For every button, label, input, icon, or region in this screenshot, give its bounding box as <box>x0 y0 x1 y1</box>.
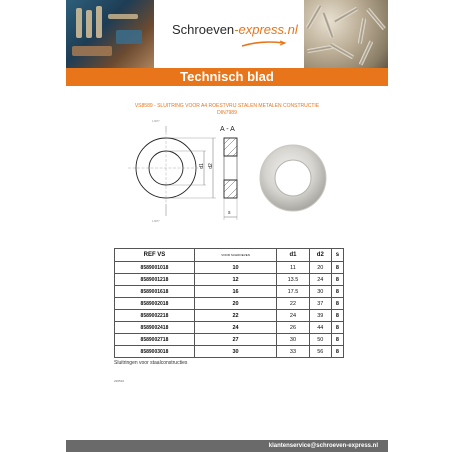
table-row <box>115 262 344 274</box>
section-label: A - A <box>220 126 235 133</box>
d1-cell: 22 <box>277 298 310 310</box>
norm-code: DIN7989 <box>217 110 237 116</box>
table-row <box>115 286 344 298</box>
ref-cell: 8589001018 <box>115 262 195 274</box>
d2-cell: 56 <box>309 346 331 358</box>
s-cell: 8 <box>331 274 343 286</box>
footer-bar <box>66 440 388 452</box>
d1-cell: 17.5 <box>277 286 310 298</box>
s-cell: 8 <box>331 298 343 310</box>
brand-name-part1: Schroeven <box>172 22 235 37</box>
marker-top: 1.6677 <box>152 120 160 123</box>
table-row <box>115 274 344 286</box>
ref-cell: 8589002418 <box>115 322 195 334</box>
s-cell: 8 <box>331 310 343 322</box>
footnote: Sluitringen voor staalconstructies <box>114 360 188 366</box>
title-banner <box>66 68 388 86</box>
s-cell: 8 <box>331 286 343 298</box>
screw-size-cell: 30 <box>194 346 276 358</box>
washer-photo <box>260 145 326 211</box>
ref-cell: 8589001218 <box>115 274 195 286</box>
d1-cell: 13.5 <box>277 274 310 286</box>
table-row <box>115 298 344 310</box>
d2-cell: 37 <box>309 298 331 310</box>
table-row <box>115 346 344 358</box>
s-cell: 8 <box>331 322 343 334</box>
screw-size-cell: 20 <box>194 298 276 310</box>
d2-cell: 20 <box>309 262 331 274</box>
d1-cell: 11 <box>277 262 310 274</box>
s-cell: 8 <box>331 346 343 358</box>
s-cell: 8 <box>331 334 343 346</box>
d2-cell: 39 <box>309 310 331 322</box>
ref-cell: 8589003018 <box>115 346 195 358</box>
footer-email-link[interactable]: klantenservice@schroeven-express.nl <box>268 443 378 449</box>
washer-front-view <box>128 126 204 216</box>
ref-cell: 8589002018 <box>115 298 195 310</box>
brand-logo[interactable] <box>172 22 298 37</box>
table-row <box>115 322 344 334</box>
brand-name-part2: -express.nl <box>234 22 298 37</box>
banner-title: Technisch blad <box>180 69 274 84</box>
d2-cell: 44 <box>309 322 331 334</box>
screws-photo <box>304 0 388 70</box>
d1-cell: 26 <box>277 322 310 334</box>
d1-cell: 30 <box>277 334 310 346</box>
header-d1: d1 <box>277 249 310 262</box>
datasheet-page <box>66 0 388 452</box>
header-screws: VOOR SCHROEVEN <box>194 249 276 262</box>
header <box>66 0 388 84</box>
screw-size-cell: 24 <box>194 322 276 334</box>
screw-size-cell: 16 <box>194 286 276 298</box>
table-row <box>115 310 344 322</box>
table-row <box>115 334 344 346</box>
header-s: s <box>331 249 343 262</box>
marker-bottom: 1.6677 <box>152 220 160 223</box>
dim-s-label: s <box>228 210 231 216</box>
product-title: VS8589 - SLUITRING VOOR A4 ROESTVRIJ STALEN METALEN CONSTRUCTIE <box>134 103 320 109</box>
header-d2: d2 <box>309 249 331 262</box>
s-cell: 8 <box>331 262 343 274</box>
spec-table <box>114 248 344 358</box>
screw-size-cell: 10 <box>194 262 276 274</box>
logo-swoosh-icon <box>240 40 286 48</box>
dim-d1-label: d1 <box>198 163 205 169</box>
ref-cell: 8589002218 <box>115 310 195 322</box>
screw-size-cell: 12 <box>194 274 276 286</box>
technical-drawing <box>66 118 388 238</box>
ref-cell: 8589002718 <box>115 334 195 346</box>
screw-size-cell: 22 <box>194 310 276 322</box>
table-header-row <box>115 249 344 262</box>
header-ref: REF VS <box>115 249 195 262</box>
d1-cell: 33 <box>277 346 310 358</box>
d1-cell: 24 <box>277 310 310 322</box>
document-code: 220510 <box>114 379 125 383</box>
screw-size-cell: 27 <box>194 334 276 346</box>
tools-photo <box>66 0 154 70</box>
washer-section-view <box>224 138 237 220</box>
dim-d2-label: d2 <box>207 163 214 169</box>
ref-cell: 8589001618 <box>115 286 195 298</box>
d2-cell: 24 <box>309 274 331 286</box>
d2-cell: 30 <box>309 286 331 298</box>
d2-cell: 50 <box>309 334 331 346</box>
